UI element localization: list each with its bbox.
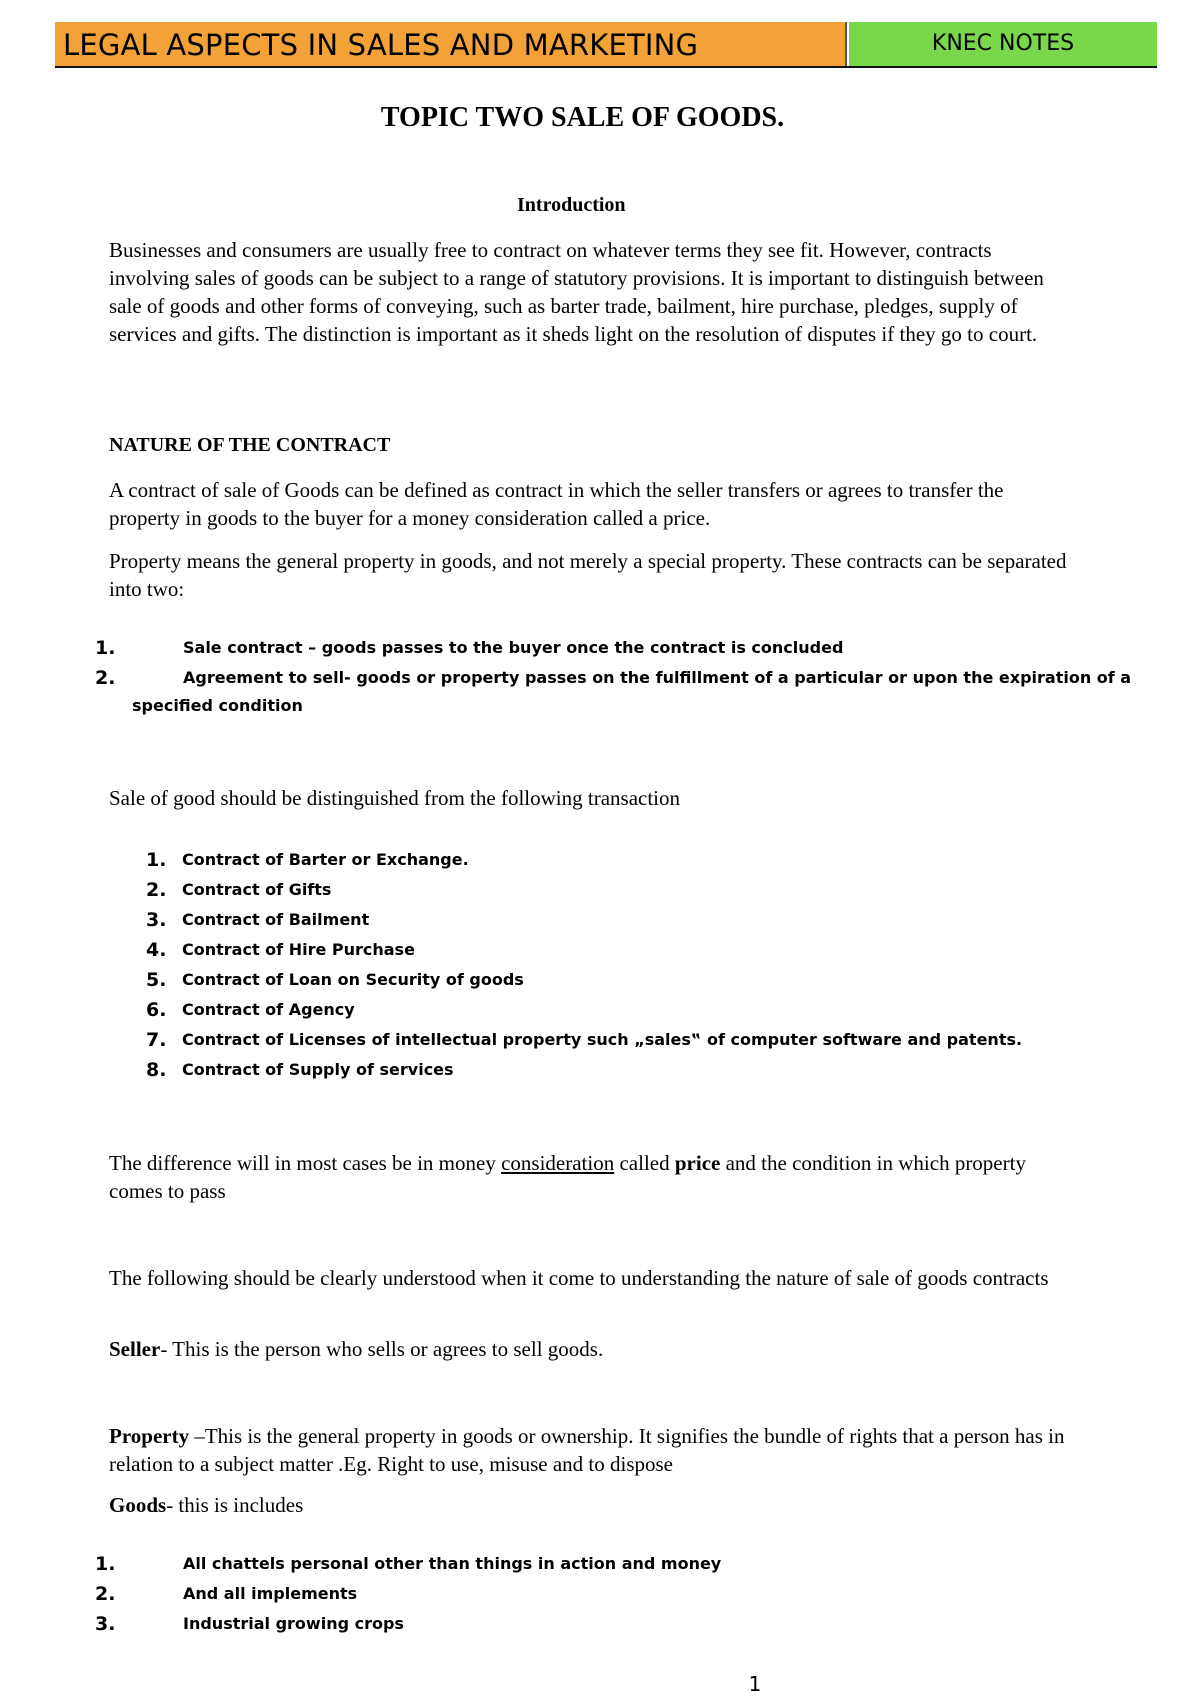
intro-paragraph: Businesses and consumers are usually free to contract on whatever terms they see fit. However, contracts involving sales of goods can be subject to a range of statutory provisions. It is important to distinguish between sale of goods and other forms of conveying, such as barter trade, bailment, hire purchase, pledges, supply of services and gifts. The distinction is important as it sheds light on the resolution of disputes if they go to court. (109, 238, 1044, 346)
list-text: All chattels personal other than things in action and money (183, 1554, 722, 1573)
goods-definition (109, 1491, 1069, 1519)
list-item (146, 995, 1046, 1025)
goods-term: Goods (109, 1493, 167, 1517)
list-text: And all implements (183, 1584, 358, 1603)
list-text: Contract of Supply of services (182, 1060, 454, 1079)
list-item (146, 935, 1046, 965)
list-item-continuation (95, 693, 1095, 719)
list-number: 5. (146, 969, 167, 991)
list-number: 8. (146, 1059, 167, 1081)
list-item (95, 1609, 995, 1639)
list-number: 2. (146, 879, 167, 901)
nature-heading: NATURE OF THE CONTRACT (109, 434, 391, 456)
list-item (146, 965, 1046, 995)
document-header (55, 22, 1157, 68)
seller-text: - This is the person who sells or agrees to sell goods. (160, 1337, 604, 1361)
seller-definition (109, 1335, 1069, 1363)
list-item (146, 875, 1046, 905)
list-text: Contract of Licenses of intellectual property such „sales‟ of computer software and patents. (182, 1030, 1023, 1049)
contract-types-list (95, 633, 1132, 719)
list-number: 2. (95, 1583, 116, 1605)
list-number: 1. (95, 1553, 116, 1575)
list-item (146, 845, 1046, 875)
list-item (95, 1549, 995, 1579)
difference-text: The difference will in most cases be in money (109, 1151, 502, 1175)
consideration-term: consideration (501, 1151, 615, 1175)
list-text: Industrial growing crops (183, 1614, 404, 1633)
list-text: specified condition (132, 696, 303, 715)
nature-paragraph-definition: A contract of sale of Goods can be defined as contract in which the seller transfers or agrees to transfer the property in goods to the buyer for a money consideration called a price. (109, 478, 1004, 530)
property-definition (109, 1422, 1069, 1478)
header-notes-label: KNEC NOTES (849, 22, 1157, 66)
header-course-title: LEGAL ASPECTS IN SALES AND MARKETING (55, 22, 847, 66)
list-number: 1. (95, 637, 116, 659)
list-text: Agreement to sell- goods or property passes on the fulfillment of a particular or upon the expiration of a (183, 668, 1132, 687)
difference-paragraph (109, 1149, 1069, 1205)
list-number: 3. (146, 909, 167, 931)
distinguish-lead: Sale of good should be distinguished from the following transaction (109, 786, 680, 810)
property-term: Property (109, 1424, 190, 1448)
list-text: Contract of Hire Purchase (182, 940, 415, 959)
list-text: Sale contract – goods passes to the buyer once the contract is concluded (183, 638, 844, 657)
list-number: 7. (146, 1029, 167, 1051)
list-text: Contract of Bailment (182, 910, 370, 929)
nature-paragraph-property: Property means the general property in goods, and not merely a special property. These contracts can be separated into two: (109, 549, 1067, 601)
distinguished-transactions-list (146, 845, 1046, 1085)
price-term: price (674, 1151, 721, 1175)
list-item (146, 905, 1046, 935)
list-item (95, 663, 1132, 693)
seller-term: Seller (109, 1337, 161, 1361)
difference-text: and the condition in which property comes to pass (109, 1151, 1026, 1203)
list-text: Contract of Gifts (182, 880, 332, 899)
page-title: TOPIC TWO SALE OF GOODS. (380, 102, 785, 133)
understood-paragraph: The following should be clearly understood when it come to understanding the nature of sale of goods contracts (109, 1266, 1049, 1290)
list-number: 2. (95, 667, 116, 689)
list-number: 6. (146, 999, 167, 1021)
goods-includes-list (95, 1549, 995, 1639)
list-number: 4. (146, 939, 167, 961)
list-number: 1. (146, 849, 167, 871)
list-item (146, 1055, 1046, 1085)
goods-text: - this is includes (166, 1493, 304, 1517)
page-number: 1 (748, 1672, 762, 1696)
list-text: Contract of Agency (182, 1000, 355, 1019)
intro-heading: Introduction (517, 194, 626, 216)
list-number: 3. (95, 1613, 116, 1635)
property-text: –This is the general property in goods or ownership. It signifies the bundle of rights that a person has in relation to a subject matter .Eg. Right to use, misuse and to dispose (109, 1424, 1065, 1476)
list-item (95, 1579, 995, 1609)
list-item (95, 633, 1095, 663)
list-item (146, 1025, 1046, 1055)
difference-text: called (614, 1151, 675, 1175)
list-text: Contract of Barter or Exchange. (182, 850, 469, 869)
list-text: Contract of Loan on Security of goods (182, 970, 524, 989)
